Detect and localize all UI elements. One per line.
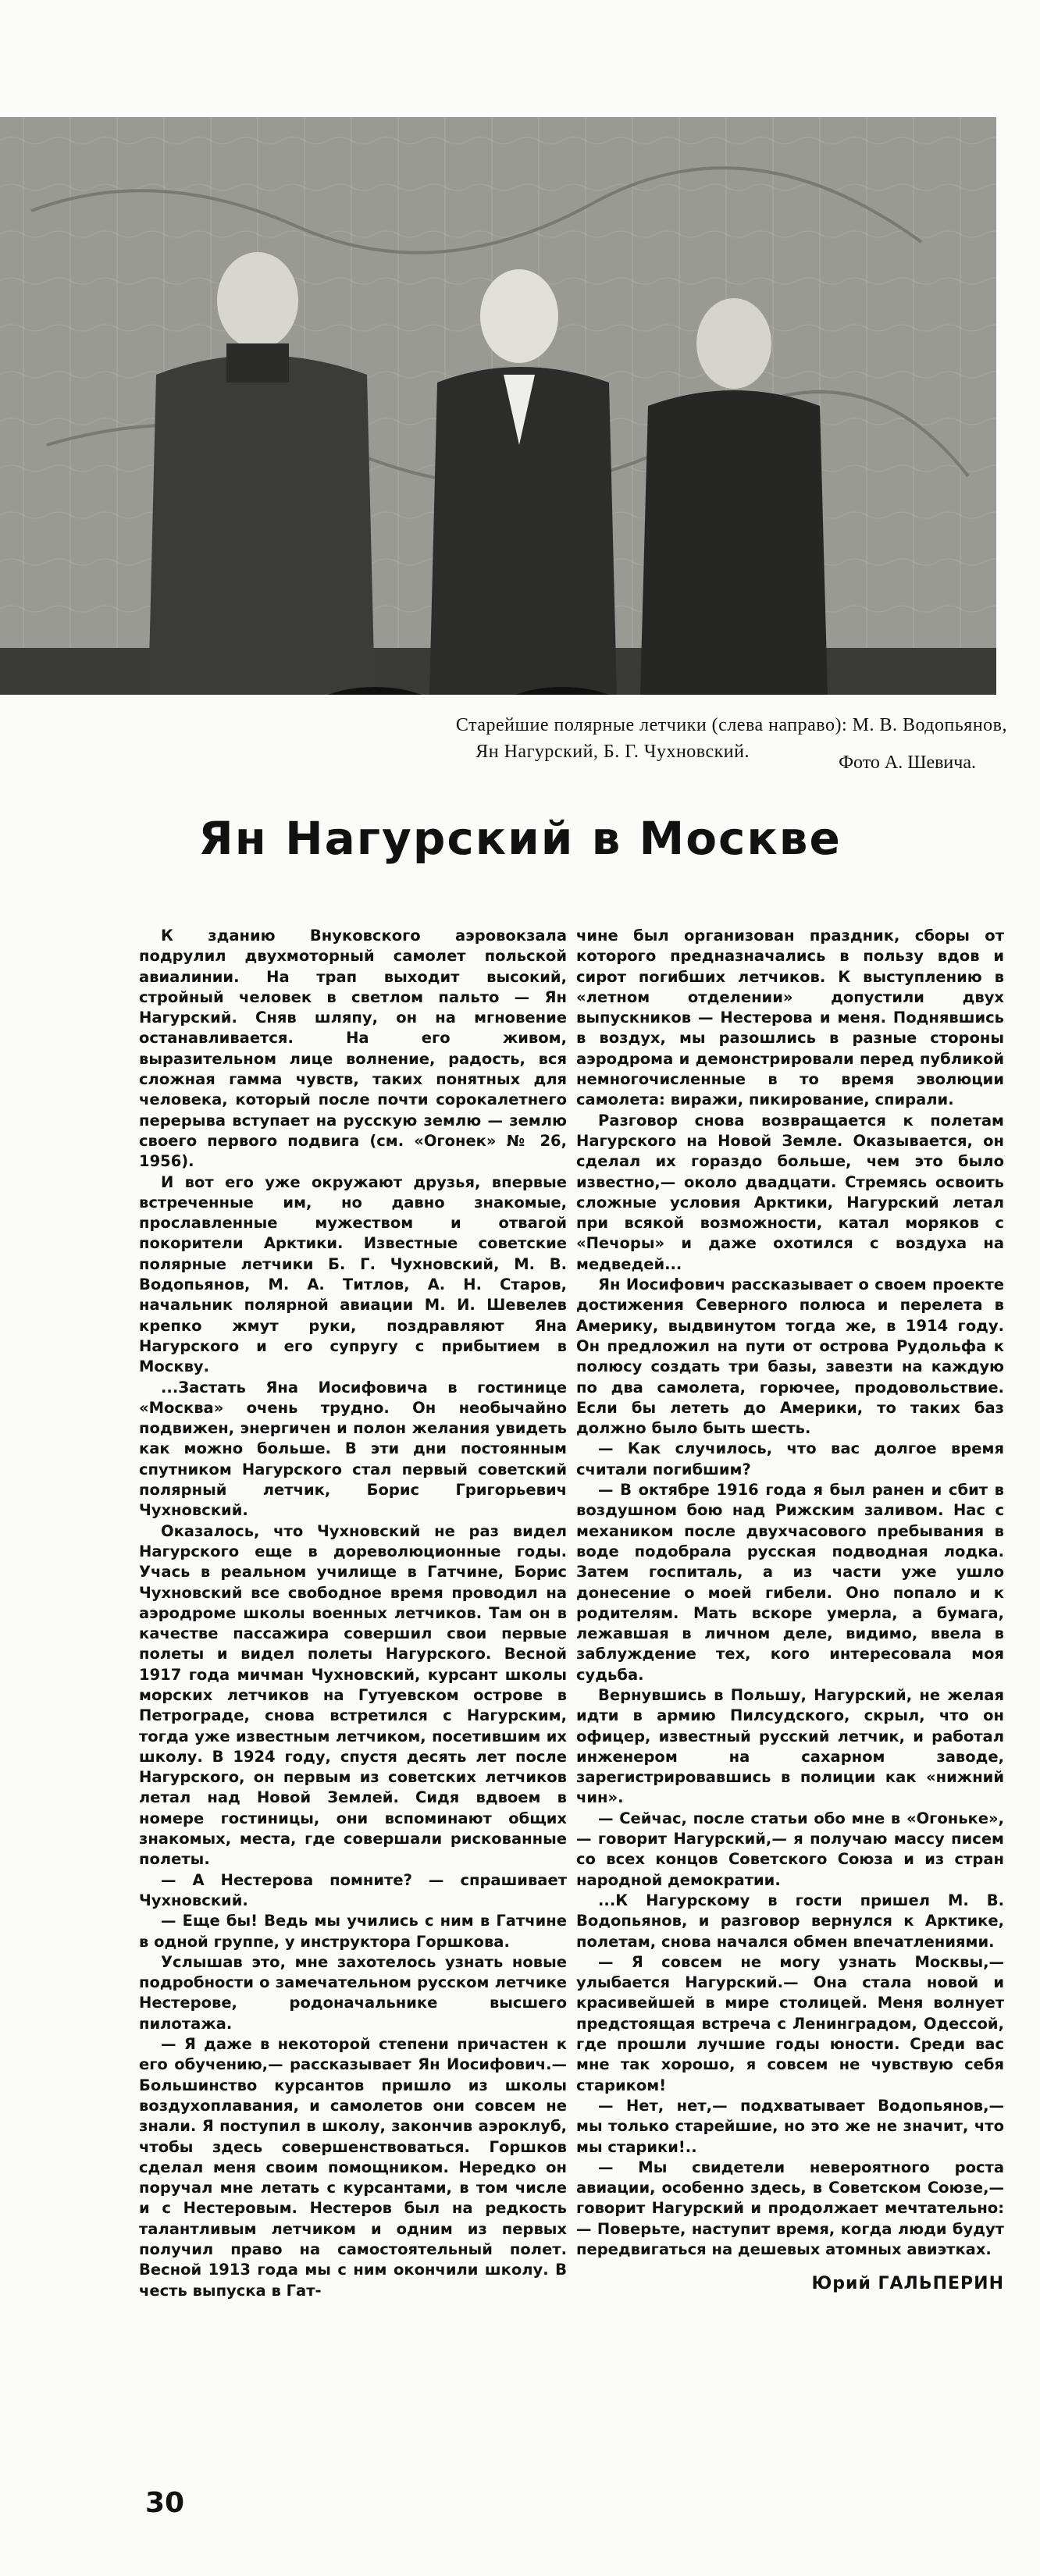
left-column <box>139 926 567 2440</box>
paragraph: — Я даже в некоторой степени причастен к его обучению,— рассказывает Ян Иосифович.— Большинство курсантов пришло из школы воздухоплавания, и самолетов они совсем не знали. Я поступил в школу, закончив аэроклуб, чтобы здесь совершенствоваться. Горшков сделал меня своим помощником. Нередко он поручал мне летать с курсантами, в том числе и с Нестеровым. Нестеров был на редкость талантливым летчиком и одним из первых получил право на самостоятельный полет. Весной 1913 года мы с ним окончили школу. В честь выпуска в Гат- <box>139 2035 567 2300</box>
article-title: Ян Нагурский в Москве <box>198 812 842 865</box>
article-photo <box>0 117 996 695</box>
paragraph: — Как случилось, что вас долгое время считали погибшим? <box>576 1439 1004 1478</box>
paragraph: — Нет, нет,— подхватывает Водопьянов,— мы только старейшие, но это же не значит, что мы старики!.. <box>576 2096 1004 2156</box>
paragraph: ...Застать Яна Иосифовича в гостинице «Москва» очень трудно. Он необычайно подвижен, энергичен и полон желания увидеть как можно больше. В эти дни постоянным спутником Нагурского стал первый советский полярный летчик, Борис Григорьевич Чухновский. <box>139 1378 567 1520</box>
paragraph: Услышав это, мне захотелось узнать новые подробности о замечательном русском летчике Нестерове, родоначальнике высшего пилотажа. <box>139 1952 567 2033</box>
photo-illustration <box>0 117 996 695</box>
paragraph: — Сейчас, после статьи обо мне в «Огоньке»,— говорит Нагурский,— я получаю массу писем со всех концов Советского Союза и из стран народной демократии. <box>576 1809 1004 1889</box>
author-signature: Юрий ГАЛЬПЕРИН <box>811 2274 1004 2294</box>
caption-line-1: Старейшие полярные летчики (слева направо): М. В. Водопьянов, <box>455 715 1007 735</box>
paragraph: ...К Нагурскому в гости пришел М. В. Водопьянов, и разговор вернулся к Арктике, полетам, снова начался обмен впечатлениями. <box>576 1891 1004 1951</box>
paragraph: Оказалось, что Чухновский не раз видел Нагурского еще в дореволюционные годы. Учась в реальном училище в Гатчине, Борис Чухновский все свободное время проводил на аэродроме школы военных летчиков. Там он в качестве пассажира совершил свои первые полеты и видел полеты Нагурского. Весной 1917 года мичман Чухновский, курсант школы морских летчиков на Гутуевском острове в Петрограде, снова встретился с Нагурским, тогда уже известным летчиком, посетившим их школу. В 1924 году, спустя десять лет после Нагурского, он первым из советских летчиков летал над Новой Землей. Сидя вдвоем в номере гостиницы, они вспоминают общих знакомых, места, где совершали рискованные полеты. <box>139 1521 567 1869</box>
photo-credit: Фото А. Шевича. <box>839 753 976 773</box>
paragraph: — В октябре 1916 года я был ранен и сбит в воздушном бою над Рижским заливом. Нас с механиком после двухчасового пребывания в воде подобрала русская подводная лодка. Затем госпиталь, а из части уже ушло донесение о моей гибели. Оно попало и к родителям. Мать вскоре умерла, а бумага, лежавшая в личном деле, видимо, ввела в заблуждение тех, кого интересовала моя судьба. <box>576 1481 1004 1684</box>
paragraph: К зданию Внуковского аэровокзала подрулил двухмоторный самолет польской авиалинии. На трап выходит высокий, стройный человек в светлом пальто — Ян Нагурский. Сняв шляпу, он на мгновение останавливается. На его живом, выразительном лице волнение, радость, вся сложная гамма чувств, таких понятных для человека, который после почти сорокалетнего перерыва вступает на русскую землю — землю своего первого подвига (см. «Огонек» № 26, 1956). <box>139 927 567 1171</box>
right-column <box>576 926 1004 2440</box>
page-number: 30 <box>145 2487 185 2519</box>
paragraph: — Мы свидетели невероятного роста авиации, особенно здесь, в Советском Союзе,— говорит Нагурский и продолжает мечтательно: — Поверьте, наступит время, когда люди будут передвигаться на дешевых атомных авиэтках. <box>576 2158 1004 2258</box>
paragraph: — А Нестерова помните? — спрашивает Чухновский. <box>139 1870 567 1909</box>
article-body <box>139 926 1004 2440</box>
paragraph: И вот его уже окружают друзья, впервые встреченные им, но давно знакомые, прославленные мужеством и отвагой покорители Арктики. Известные советские полярные летчики Б. Г. Чухновский, М. В. Водопьянов, М. А. Титлов, А. Н. Старов, начальник полярной авиации М. И. Шевелев крепко жмут руки, поздравляют Яна Нагурского и его супругу с прибытием в Москву. <box>139 1172 567 1376</box>
paragraph: Вернувшись в Польшу, Нагурский, не желая идти в армию Пилсудского, скрыл, что он офицер, известный русский летчик, и работал инженером на сахарном заводе, зарегистрировавшись в полиции как «нижний чин». <box>576 1685 1004 1807</box>
paragraph: — Еще бы! Ведь мы учились с ним в Гатчине в одной группе, у инструктора Горшкова. <box>139 1912 567 1951</box>
paragraph: чине был организован праздник, сборы от которого предназначались в пользу вдов и сирот погибших летчиков. К выступлению в «летном отделении» допустили двух выпускников — Нестерова и меня. Поднявшись в воздух, мы разошлись в разные стороны аэродрома и демонстрировали перед публикой немногочисленные в то время эволюции самолета: виражи, пикирование, спирали. <box>576 927 1004 1109</box>
paragraph: Ян Иосифович рассказывает о своем проекте достижения Северного полюса и перелета в Америку, выдвинутом тогда же, в 1914 году. Он предложил на пути от острова Рудольфа к полюсу создать три базы, завезти на каждую по два самолета, горючее, продовольствие. Если бы лететь до Америки, то таких баз должно было быть шесть. <box>576 1276 1004 1438</box>
paragraph: Разговор снова возвращается к полетам Нагурского на Новой Земле. Оказывается, он сделал их гораздо больше, чем это было известно,— около двадцати. Стремясь освоить сложные условия Арктики, Нагурский летал при всякой возможности, катал моряков с «Печоры» и даже охотился с воздуха на медведей... <box>576 1111 1004 1273</box>
caption-line-2: Ян Нагурский, Б. Г. Чухновский. <box>475 742 750 762</box>
paragraph: — Я совсем не могу узнать Москвы,— улыбается Нагурский.— Она стала новой и красивейшей в мире столицей. Меня волнует предстоящая встреча с Ленинградом, Одессой, где прошли лучшие годы юности. Среди вас мне так хорошо, я совсем не чувствую себя стариком! <box>576 1952 1004 2094</box>
